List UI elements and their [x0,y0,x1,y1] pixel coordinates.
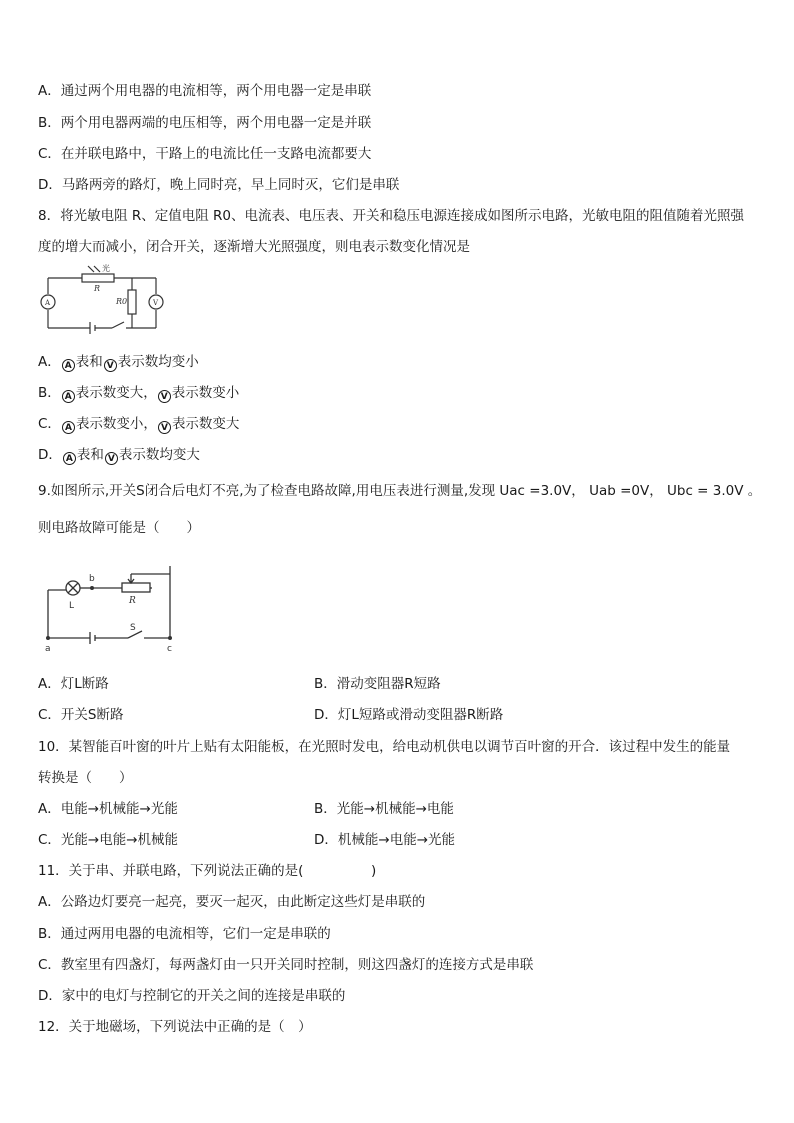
q9-label-c: c [167,644,172,652]
q10-option-d: D．机械能→电能→光能 [314,832,456,848]
voltmeter-symbol-icon: V [158,390,171,403]
q12-stem: 12．关于地磁场，下列说法中正确的是（ ） [38,1019,312,1035]
q8-circuit-figure [38,264,168,340]
q8-stem-line2: 度的增大而减小，闭合开关，逐渐增大光照强度，则电表示数变化情况是 [38,239,470,255]
q8-label-ammeter: A [45,299,51,307]
q9-label-a: a [45,644,51,652]
q9-label-s: S [130,623,136,633]
q9-label-b: b [89,574,95,584]
resistor-r0 [128,290,136,314]
q10-option-a: A．电能→机械能→光能 [38,801,178,817]
photoresistor-r [82,274,114,282]
q9-option-b: B．滑动变阻器R短路 [314,676,441,692]
q11-option-a: A．公路边灯要亮一起亮，要灭一起灭，由此断定这些灯是串联的 [38,894,426,910]
q10-option-c: C．光能→电能→机械能 [38,832,179,848]
q10-stem-line1: 10．某智能百叶窗的叶片上贴有太阳能板，在光照时发电，给电动机供电以调节百叶窗的开合．该过程中发生的能量 [38,739,731,755]
q9-label-l: L [69,601,75,611]
q8-option-c: C． A 表示数变小， V 表示数变大 [38,416,240,433]
ammeter-symbol-icon: A [62,359,75,372]
ammeter-symbol-icon: A [63,452,76,465]
q8-option-b: B． A 表示数变大， V 表示数变小 [38,385,240,402]
ammeter-symbol-icon: A [62,390,75,403]
voltmeter-symbol-icon: V [104,359,117,372]
q7-option-b: B．两个用电器两端的电压相等，两个用电器一定是并联 [38,115,372,131]
q10-stem-line2: 转换是（ ） [38,770,133,786]
q9-stem-line1: 9.如图所示,开关S闭合后电灯不亮,为了检查电路故障,用电压表进行测量,发现 Uac =3.0V， Uab =0V， Ubc = 3.0V 。 [38,483,762,499]
voltmeter-symbol-icon: V [158,421,171,434]
q7-option-d: D．马路两旁的路灯，晚上同时亮，早上同时灭，它们是串联 [38,177,400,193]
q11-stem: 11．关于串、并联电路，下列说法正确的是( ) [38,863,377,879]
q9-option-d: D．灯L短路或滑动变阻器R断路 [314,707,504,723]
q8-label-r: R [94,284,101,293]
q8-label-light: 光 [102,264,110,273]
q8-label-voltmeter: V [153,299,159,307]
q8-option-d: D． A 表和 V 表示数均变大 [38,447,200,464]
q9-option-a: A．灯L断路 [38,676,109,692]
q11-option-c: C．教室里有四盏灯，每两盏灯由一只开关同时控制，则这四盏灯的连接方式是串联 [38,957,534,973]
q7-option-c: C．在并联电路中，干路上的电流比任一支路电流都要大 [38,146,372,162]
q9-stem-line2: 则电路故障可能是（ ） [38,520,200,536]
q9-circuit-figure [40,560,180,652]
rheostat-r [122,583,150,592]
q9-option-c: C．开关S断路 [38,707,124,723]
q8-label-r0: R0 [116,297,128,306]
q10-option-b: B．光能→机械能→电能 [314,801,454,817]
q9-label-r: R [129,596,136,606]
q8-stem-line1: 8．将光敏电阻 R、定值电阻 R0、电流表、电压表、开关和稳压电源连接成如图所示电路，光敏电阻的阻值随着光照强 [38,208,745,224]
q7-option-a: A．通过两个用电器的电流相等，两个用电器一定是串联 [38,83,372,99]
ammeter-symbol-icon: A [62,421,75,434]
q11-option-b: B．通过两用电器的电流相等，它们一定是串联的 [38,926,331,942]
q11-option-d: D．家中的电灯与控制它的开关之间的连接是串联的 [38,988,346,1004]
q8-option-a: A． A 表和 V 表示数均变小 [38,354,199,371]
voltmeter-symbol-icon: V [105,452,118,465]
